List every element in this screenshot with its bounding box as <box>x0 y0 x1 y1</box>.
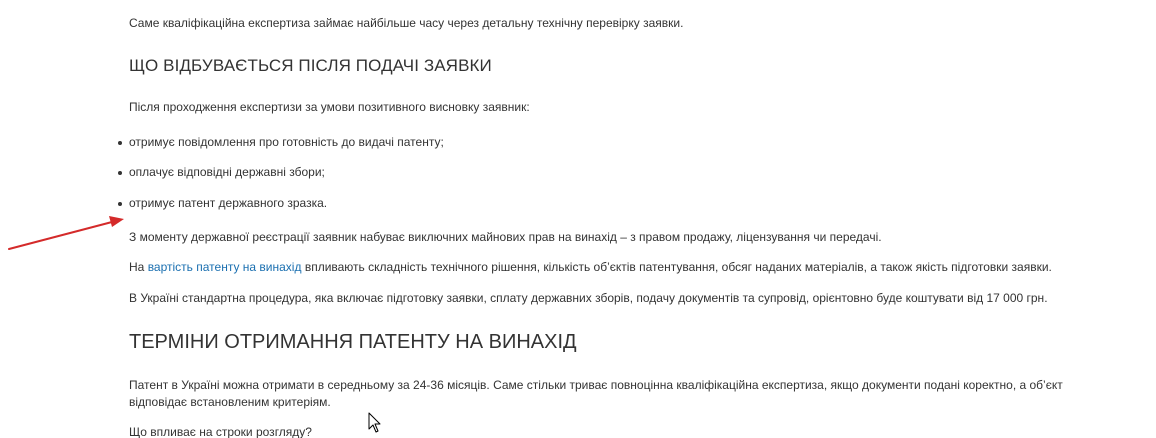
red-arrow-icon <box>0 0 140 260</box>
terms-paragraph: Патент в Україні можна отримати в середньому за 24-36 місяців. Саме стільки триває повноцінна кваліфікаційна експертиза, якщо документи подані коректно, а об’єкт відповідає встановленим критеріям. <box>129 378 1063 409</box>
list-item <box>129 134 444 151</box>
section-lead-paragraph: Після проходження експертизи за умови позитивного висновку заявник: <box>129 100 530 114</box>
cost-prefix: На <box>129 260 148 274</box>
patent-cost-link[interactable]: вартість патенту на винахід <box>147 260 302 274</box>
section-heading-patent-terms: ТЕРМІНИ ОТРИМАННЯ ПАТЕНТУ НА ВИНАХІД <box>129 331 577 353</box>
intro-paragraph: Саме кваліфікаційна експертиза займає найбільше часу через детальну технічну перевірку заявки. <box>129 16 684 30</box>
rights-paragraph: З моменту державної реєстрації заявник набуває виключних майнових прав на винахід – з правом продажу, ліцензування чи передачі. <box>129 230 882 244</box>
mouse-cursor-icon <box>368 412 382 434</box>
list-item <box>129 164 325 181</box>
ukraine-cost-paragraph: В Україні стандартна процедура, яка включає підготовку заявки, сплату державних зборів, подачу документів та супровід, орієнтовно буде коштувати від 17 000 грн. <box>129 291 1048 305</box>
list-item-text: оплачує відповідні державні збори; <box>129 165 325 179</box>
list-item <box>129 195 327 212</box>
list-item-text: отримує патент державного зразка. <box>129 196 328 210</box>
question-paragraph: Що впливає на строки розгляду? <box>129 425 312 438</box>
list-item-text: отримує повідомлення про готовність до видачі патенту; <box>129 135 444 149</box>
cost-suffix: впливають складність технічного рішення, кількість об’єктів патентування, обсяг наданих матеріалів, а також якість підготовки заявки. <box>301 260 1052 274</box>
section-heading-after-application: ЩО ВІДБУВАЄТЬСЯ ПІСЛЯ ПОДАЧІ ЗАЯВКИ <box>129 56 492 75</box>
cost-paragraph <box>129 259 1052 276</box>
